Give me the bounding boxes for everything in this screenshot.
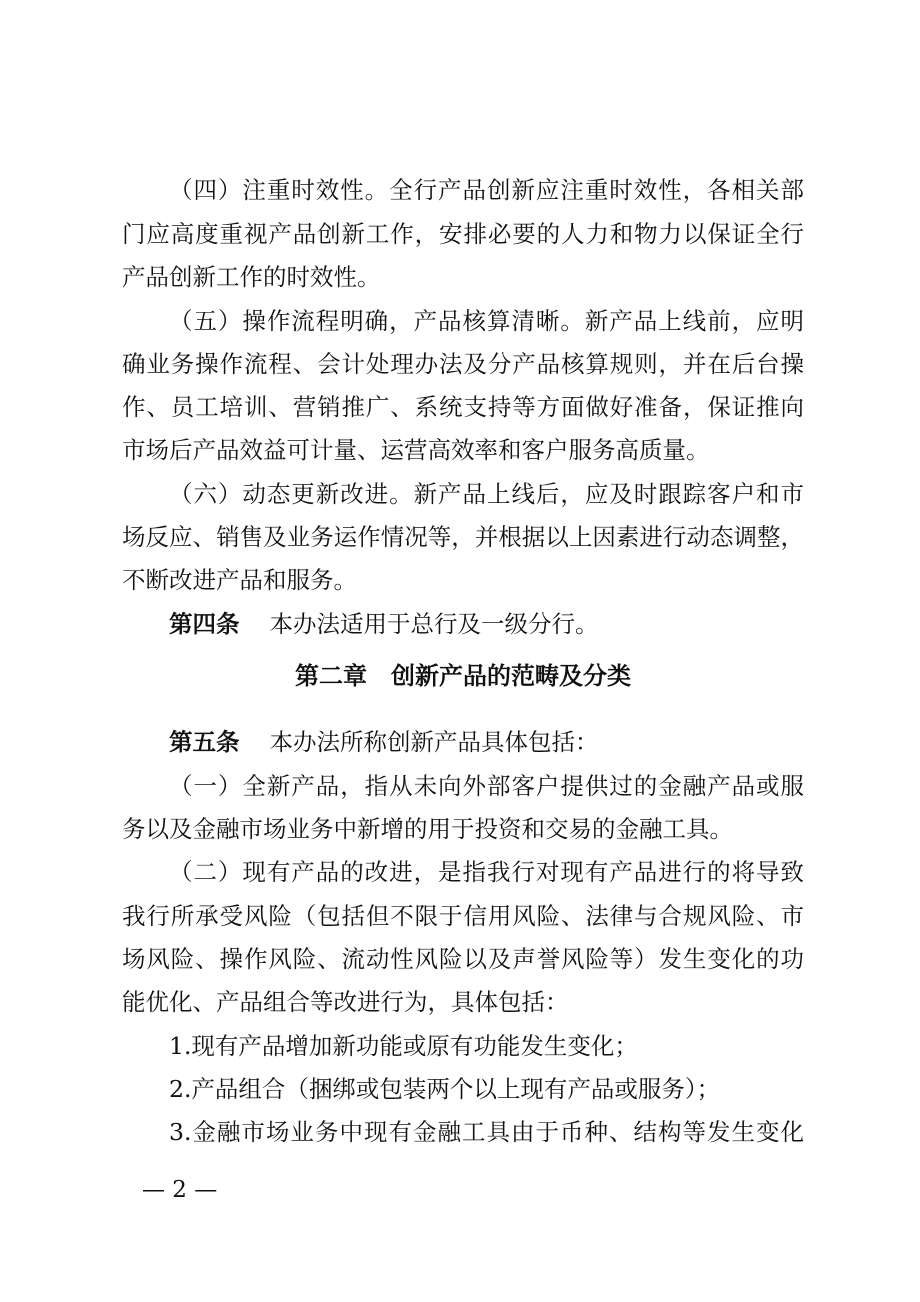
item-2-line-3: 场风险、操作风险、流动性风险以及声誉风险等）发生变化的功 [122, 945, 804, 973]
paragraph-5-line-1: （五）操作流程明确，产品核算清晰。新产品上线前，应明 [169, 307, 804, 335]
item-2-line-2: 我行所承受风险（包括但不限于信用风险、法律与合规风险、市 [122, 902, 804, 930]
article-5 [169, 727, 804, 757]
item-2-line-4: 能优化、产品组合等改进行为，具体包括： [122, 988, 569, 1016]
sub-item-2: 2.产品组合（捆绑或包装两个以上现有产品或服务）； [169, 1075, 721, 1103]
article-4 [169, 609, 804, 639]
paragraph-5-line-3: 作、员工培训、营销推广、系统支持等方面做好准备，保证推向 [122, 393, 804, 421]
item-2-line-1: （二）现有产品的改进，是指我行对现有产品进行的将导致 [169, 858, 804, 886]
paragraph-5-line-2: 确业务操作流程、会计处理办法及分产品核算规则，并在后台操 [122, 350, 804, 378]
sub-item-1: 1.现有产品增加新功能或原有功能发生变化； [169, 1032, 638, 1060]
article-4-text: 本办法适用于总行及一级分行。 [269, 610, 599, 638]
chapter-heading: 第二章 创新产品的范畴及分类 [295, 661, 631, 690]
paragraph-6-line-3: 不断改进产品和服务。 [122, 566, 357, 594]
paragraph-6-line-1: （六）动态更新改进。新产品上线后，应及时跟踪客户和市 [169, 480, 804, 508]
paragraph-4-line-2: 门应高度重视产品创新工作，安排必要的人力和物力以保证全行 [122, 220, 804, 248]
paragraph-4-line-1: （四）注重时效性。全行产品创新应注重时效性，各相关部 [169, 176, 804, 204]
paragraph-4-line-3: 产品创新工作的时效性。 [122, 263, 381, 291]
sub-item-3: 3.金融市场业务中现有金融工具由于币种、结构等发生变化 [169, 1118, 804, 1146]
article-5-text: 本办法所称创新产品具体包括： [269, 728, 599, 756]
item-1-line-1: （一）全新产品，指从未向外部客户提供过的金融产品或服 [169, 772, 804, 800]
paragraph-6-line-2: 场反应、销售及业务运作情况等，并根据以上因素进行动态调整， [122, 523, 804, 551]
article-4-label: 第四条 [169, 610, 240, 638]
page-number: — 2 — [142, 1177, 218, 1203]
article-5-label: 第五条 [169, 728, 240, 756]
paragraph-5-line-4: 市场后产品效益可计量、运营高效率和客户服务高质量。 [122, 436, 710, 464]
item-1-line-2: 务以及金融市场业务中新增的用于投资和交易的金融工具。 [122, 815, 733, 843]
